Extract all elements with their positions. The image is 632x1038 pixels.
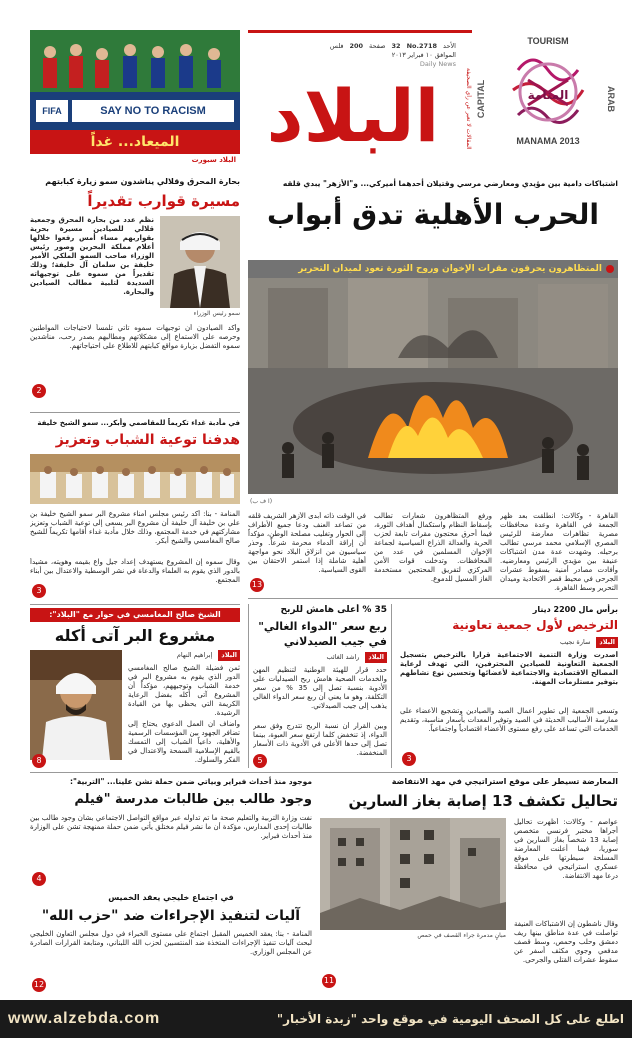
issue-number: No.2718 [406,42,438,50]
story-syria-photo-caption: مبانٍ مدمرة جراء القصف في حمص [417,932,506,939]
story-pharmacist[interactable] [248,604,392,768]
masthead [248,30,472,158]
racism-caption: الميعاد... غداً [30,130,240,154]
story-syria-page-ref[interactable]: 11 [322,974,336,988]
story-students-headline[interactable]: وجود طالب بين طالبات مدرسة "فيلم [74,792,312,807]
footer-slogan: اطلع على كل الصحف اليومية في موقع واحد "زبدة الأخبار" [276,1012,624,1026]
story-pm-page-ref[interactable]: 2 [32,384,46,398]
story-hezbollah[interactable] [30,892,312,992]
story-hezbollah-headline[interactable]: آليات لتنفيذ الإجراءات ضد "حزب الله" [41,908,301,924]
story-students-kicker: موجود منذ أحداث فبراير وبياتي ضمن حملة تشن علينا... "التربية": [70,777,312,786]
issue-date: الموافق ١٠ فبراير ٢٠١٣ [391,51,456,59]
fifa-logo: FIFA [36,100,68,122]
main-body-columns [248,512,618,592]
main-body-col3: في الوقت ذاته أبدى الأزهر الشريف قلقه من تصاعد العنف ودعا جميع الأطراف إلى الحوار وتغليب مصلحة الوطن، مؤكداً أن إراقة الدماء محرمة شرعاً. وحذر سياسيون من انزلاق البلاد نحو مواجهة أهلية شاملة إذا استمر الاحتقان بين القوى السياسية. [248,512,366,574]
story-fishermen-kicker: برأس مال 2200 دينار [532,605,618,614]
story-syria-body2: وقال ناشطون إن الاشتباكات العنيفة تواصلت في عدة مناطق بينها ريف دمشق وحلب وحمص، وسط قصف مدفعي وجوي مكثف أسفر عن سقوط عشرات القتلى والجرحى. [514,920,618,964]
story-pm-body2: وأكد الصيادون أن توجيهات سموه تأتي تلمساً لاحتياجات المواطنين وحرصه على الاستماع إلى مشكلاتهم ومطالبهم بصدر رحب، مناشدين سموه التفضل بزيارة مواقع كبابتهم للاطلاع على احتياجاتهم. [30,324,240,350]
main-photo [248,278,618,494]
story-main[interactable] [248,178,618,516]
issue-day: الأحد [443,42,456,50]
story-pm-headline[interactable]: مسيرة قوارب تقديراً [87,192,240,210]
story-sheikh-source: البلاد [218,650,240,661]
story-pm[interactable] [30,176,240,408]
story-youth-headline[interactable]: هدفنا توعية الشباب وتعزيز [55,432,240,448]
story-syria[interactable] [320,776,618,992]
price-value: 200 [349,42,364,50]
masthead-logo[interactable]: البلاد [266,74,440,158]
issue-info [246,42,456,72]
story-syria-headline[interactable]: تحاليل تكشف 13 إصابة بغاز السارين [348,792,618,810]
racism-banner: SAY NO TO RACISM [72,100,234,122]
tourism-side-left: CAPITAL [476,79,487,119]
sheikh-portrait-icon [30,650,122,760]
story-youth-body2: وقال سموه إن المشروع يستهدف إعداد جيل واع بقيمه وهويته، مشيداً بالدور الذي يقوم به العلماء والدعاة في نشر الوسطية والاعتدال بين أبناء المجتمع. [30,558,240,584]
story-pharmacist-body2: وبين القرار أن نسبة الربح تتدرج وفق سعر الدواء، إذ تنخفض كلما ارتفع سعر العبوة، بينما تصل إلى حدها الأعلى في الأدوية ذات الأسعار المنخفضة. [253,722,387,757]
story-sheikh-page-ref[interactable]: 8 [32,754,46,768]
story-sheikh-kicker: الشيخ صالح المغامسي في حوار مع "البلاد": [30,608,240,622]
story-fishermen-body: أصدرت وزارة التنمية الاجتماعية قراراً بالترخيص بتسجيل الجمعية التعاونية للصيادين المحترفين، التي تهدف لرعاية المصالح الاقتصادية والاجتماعية لأعضائها وتحسين نوع نشاطهم بتوفير مستلزمات المهنة. [400,651,618,686]
story-pm-body: نظم عدد من بحارة المحرق وجمعية قلالي للصيادين مسيرة بحرية بقواربهم مساء أمس رفعوا خلالها أعلام مملكة البحرين وصور رئيس الوزراء صاحب السمو الملكي الأمير خليفة بن سلمان آل خليفة؛ وذلك تقديراً من سموه على توجيهاته السديدة لتلبية مطالب الصيادين والبحارة. [30,216,154,296]
story-youth[interactable] [30,418,240,600]
masthead-top-rule [248,30,472,33]
story-fishermen-headline[interactable]: الترخيص لأول جمعية تعاونية [452,618,618,632]
story-syria-photo [320,818,506,930]
story-hezbollah-kicker: في اجتماع خليجي يعقد الخميس [108,893,234,902]
story-pm-kicker: بحارة المحرق وقلالي يناشدون سمو زيارة كبابتهم [45,177,240,186]
story-sheikh-body: ثمن فضيلة الشيخ صالح المغامسي الدور الذي يقوم به مشروع البر في خدمة الشباب وتوجيههم، مؤكداً أن المشروع آتى أكله بفضل الرعاية الكريمة التي يحظى بها من القيادة الرشيدة. [128,664,240,717]
divider-left-2 [30,604,240,605]
divider-left-1 [30,412,240,413]
caption-bullet-icon [606,265,614,273]
story-sheikh-photo [30,650,122,760]
story-sheikh-headline[interactable]: مشروع البر آتى أكله [54,626,216,645]
story-pharmacist-byline: راشد الغائب [326,653,360,661]
destroyed-buildings-photo-icon [320,818,506,930]
main-photo-caption-bar [248,260,618,278]
story-youth-page-ref[interactable]: 3 [32,584,46,598]
main-photo-caption: المتظاهرون يحرقون مقرات الإخوان وروح الثورة تعود لميدان التحرير [298,264,602,274]
footer-banner[interactable] [0,1000,632,1038]
story-pharmacist-kicker: 35 % أعلى هامش للربح [280,605,387,615]
main-kicker: اشتباكات دامية بين مؤيدي ومعارضي مرسي وقتيلان أحدهما أميركي... و"الأزهر" يبدي قلقه [282,179,618,188]
story-fishermen-byline-row [400,637,618,648]
story-pm-photo-caption: سمو رئيس الوزراء [193,310,240,317]
story-hezbollah-page-ref[interactable]: 12 [32,978,46,992]
story-pharmacist-page-ref[interactable]: 5 [253,754,267,768]
main-headline[interactable]: الحرب الأهلية تدق أبواب [267,198,599,231]
story-fishermen-body2: وتسعى الجمعية إلى تطوير أعمال الصيد والصيادين وتشجيع الأعضاء على ممارسة الأساليب الحديثة في الصيد وتوفير المعدات بأسعار مناسبة، وتقديم الخدمات التي تساعد على رفع مستوى الأعضاء اقتصادياً واجتماعياً. [400,707,618,733]
main-page-ref[interactable]: 13 [250,578,264,592]
story-hezbollah-body: المنامة - بنا: يعقد الخميس المقبل اجتماع على مستوى الخبراء في دول مجلس التعاون الخليجي لبحث آليات تنفيذ الإجراءات المتخذة ضد المنتسبين لحزب الله اللبناني، ومتابعة القرارات الصادرة عن المجلس الوزاري. [30,930,312,956]
section-tag: Daily News [419,60,456,68]
main-body-col2: ورفع المتظاهرون شعارات تطالب بإسقاط النظام واستكمال أهداف الثورة، فيما أحرق محتجون مقرات تابعة لحزب الحرية والعدالة الذراع السياسية لجماعة الإخوان المسلمين في عدد من المحافظات. وتدخلت قوات الأمن المركزي لتفريق المحتجين مستخدمة الغاز المسيل للدموع. [374,512,492,583]
riot-fire-photo-icon [248,278,618,494]
story-students-body: نفت وزارة التربية والتعليم صحة ما تم تداوله عبر مواقع التواصل الاجتماعي بشأن وجود طالب بين طالبات إحدى المدارس، مؤكدة أن ما نشر فيلم مختلق يأتي ضمن حملة ممنهجة تشن على الوزارة منذ أحداث فبراير. [30,814,312,840]
tourism-city: MANAMA 2013 [516,136,580,146]
main-photo-credit: (ا ف ب) [250,498,273,505]
story-sheikh[interactable] [30,608,240,768]
footer-url[interactable]: www.alzebda.com [8,1010,161,1027]
story-sheikh-body2: وأضاف أن العمل الدعوي يحتاج إلى تضافر الجهود بين المؤسسات الرسمية والأهلية، داعياً الشباب إلى التمسك بالقيم الإسلامية السمحة والاعتدال في الفكر والسلوك. [128,720,240,764]
banquet-photo-icon [30,454,240,504]
story-fishermen[interactable] [400,604,618,766]
main-body-col1: القاهرة - وكالات: انطلقت بعد ظهر الجمعة في القاهرة وعدة محافظات مصرية تظاهرات معارضة للرئيس المصري الإسلامي محمد مرسي تطالب برحيله. وشهدت عدة مدن اشتباكات عنيفة بين مؤيدي الرئيس ومعارضيه. وأفادت مصادر أمنية بسقوط عشرات الجرحى في محيط قصر الاتحادية وميدان التحرير وسط القاهرة. [500,512,618,592]
sport-tag: البلاد سبورت [30,154,240,166]
tourism-ad[interactable] [478,30,618,158]
story-pm-photo [160,216,240,308]
price-label: فلس [329,42,344,50]
masthead-tagline: المقالات لا تعبر عن رأي الصحيفة [465,68,472,150]
tourism-side-right: ARAB [606,86,616,112]
tourism-arabic: المنامة [527,88,569,102]
story-fishermen-source: البلاد [596,637,618,648]
story-sheikh-byline: إبراهيم النهام [176,651,213,659]
divider-mid [30,772,618,773]
story-syria-body: عواصم - وكالات: أظهرت تحاليل أجراها مختبر فرنسي متخصص إصابة 13 شخصاً بغاز السارين في سوريا، فيما أعلنت المعارضة المسلحة سيطرتها على موقع عسكري استراتيجي في محافظة درعا مهد الانتفاضة. [514,818,618,880]
story-youth-photo [30,454,240,504]
prime-minister-portrait-icon [160,216,240,308]
story-fishermen-page-ref[interactable]: 3 [402,752,416,766]
tourism-title: TOURISM [527,36,569,46]
story-pharmacist-source: البلاد [365,652,387,663]
pages-count: 32 [391,42,401,50]
story-pharmacist-byline-row [253,652,387,663]
divider-main [248,598,618,599]
story-pharmacist-body: حدد قرار للهيئة الوطنية لتنظيم المهن والخدمات الصحية هامش ربح الصيدليات على الأدوية بنسبة تصل إلى 35 % من سعر التكلفة، وهو ما يعني أن ربع سعر الدواء الغالي يذهب إلى جيب الصيدلاني. [253,666,387,710]
story-youth-kicker: في مأدبة غداء تكريماً للمقاصمي وأبكر... سمو الشيخ خليفة [37,419,240,427]
story-pharmacist-headline[interactable]: ربع سعر "الدواء الغالي" في جيب الصيدلاني [258,620,387,648]
racism-ad[interactable] [30,30,240,166]
story-students[interactable] [30,776,312,886]
story-students-page-ref[interactable]: 4 [32,872,46,886]
story-fishermen-byline: سارة نجيب [560,638,591,646]
pages-label: صفحة [369,42,386,50]
story-syria-kicker: المعارضة تسيطر على موقع استراتيجي في مهد الانتفاضة [391,777,618,786]
story-youth-body: المنامة - بنا: أكد رئيس مجلس أمناء مشروع البر سمو الشيخ خليفة بن علي بن خليفة آل خليفة أن مشروع البر يسعى إلى توعية الشباب وتعزيز مشاركتهم في خدمة المجتمع، وذلك خلال مأدبة غداء أقامها تكريماً للشيخ صالح المغامسي والشيخ أبكر. [30,510,240,545]
story-sheikh-byline-row [128,650,240,661]
